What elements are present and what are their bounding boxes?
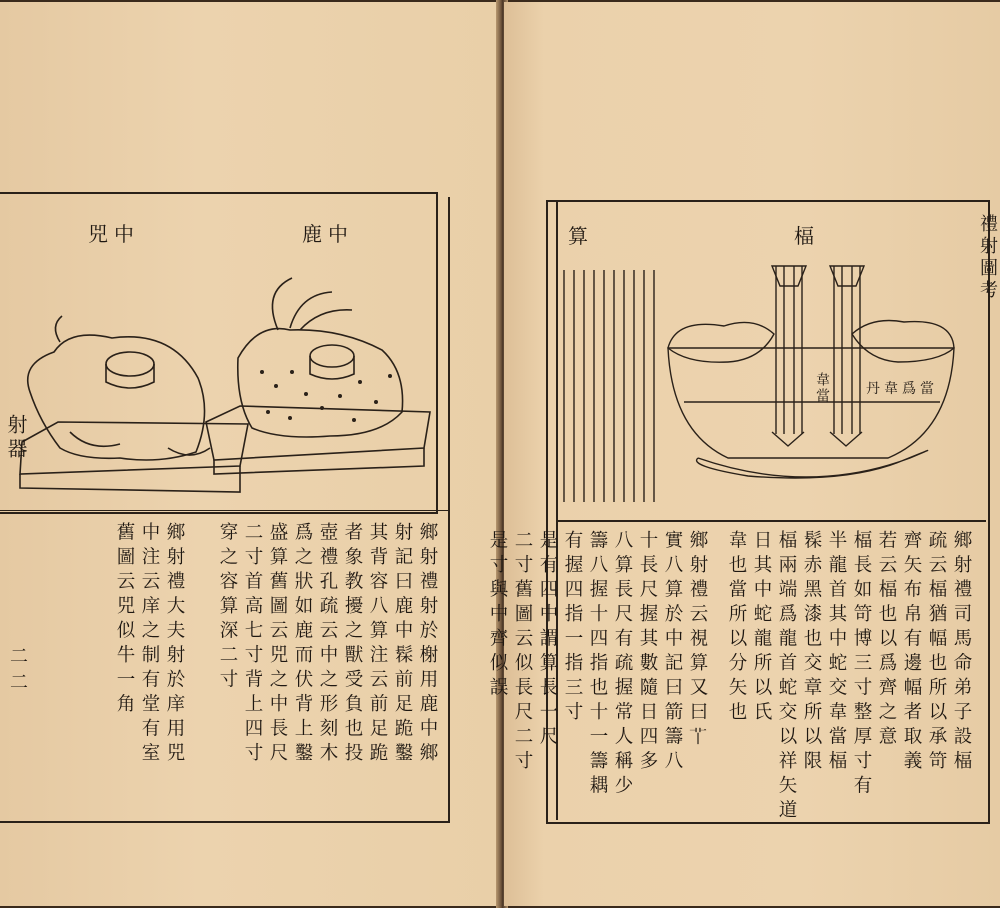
caption-fu: 楅: [794, 224, 820, 248]
text-column: 穿之容算深二寸: [217, 522, 238, 694]
text-column: 者象教擾之獸受負也投: [342, 522, 363, 767]
text-column: 楅長如笴博三寸整厚寸有: [851, 530, 872, 800]
right-margin-label: 禮射圖考: [977, 214, 998, 302]
text-column: 十長尺握其數隨日四多: [637, 530, 658, 775]
text-column-spacer: [710, 530, 724, 816]
text-column: 髹赤黑漆也交章所以限: [801, 530, 822, 775]
text-column: 韋也當所以分矢也: [726, 530, 747, 726]
left-page: [0, 2, 500, 906]
text-column: 實八算於中記曰箭籌八: [662, 530, 683, 775]
caption-lu-zhong: 鹿中: [302, 222, 354, 246]
right-divider: [556, 520, 986, 522]
text-column: 鄉射禮射於榭用鹿中鄉: [417, 522, 438, 767]
page-number: 二二: [7, 646, 28, 698]
text-column: 日其中蛇龍所以氏: [751, 530, 772, 726]
text-column: 壺禮孔疏云中之形刻木: [317, 522, 338, 767]
text-column: 爲之狀如鹿而伏背上鑿: [292, 522, 313, 767]
text-column: 八算長尺有疏握常人稱少: [612, 530, 633, 800]
text-column: 齊矢布帛有邊幅者取義: [901, 530, 922, 775]
text-column: 鄉射禮司馬命弟子設楅: [951, 530, 972, 775]
text-column: 鄉射禮大夫射於庠用兕: [164, 522, 185, 767]
caption-si-zhong: 兕中: [88, 222, 140, 246]
text-column: 舊圖云兕似牛一角: [114, 522, 135, 718]
text-column: 中注云庠之制有堂有室: [139, 522, 160, 767]
text-column: 楅兩端爲龍首蛇交以祥矢道: [776, 530, 797, 824]
text-column-spacer: [187, 522, 215, 812]
left-outer-rule: [448, 197, 450, 822]
left-margin-label: 射器: [4, 414, 28, 462]
inscription-wei-dang: 韋當: [814, 372, 830, 404]
text-column: 若云楅也以爲齊之意: [876, 530, 897, 751]
text-column: 二寸舊圖云似長尺二寸: [512, 530, 533, 775]
text-column: 其背容八算注云前足跪: [367, 522, 388, 767]
deer-and-buffalo-illustration: [0, 252, 436, 512]
text-column: 盛算舊圖云兕之中長尺: [267, 522, 288, 767]
right-page: [487, 2, 1000, 906]
text-column: 疏云楅猶幅也所以承笴: [926, 530, 947, 775]
text-column: 鄉射禮云視算又曰𦫳: [687, 530, 708, 751]
left-body-text: [112, 522, 440, 812]
text-column: 二寸首高七寸背上四寸: [242, 522, 263, 767]
inscription-dan-wei-wei-dang: 丹韋爲當: [866, 381, 938, 397]
text-column: 半龍首其中蛇交韋當楅: [826, 530, 847, 775]
text-column: 有握四指一指三寸: [562, 530, 583, 726]
text-column: 是有四中謂算長一尺: [537, 530, 558, 751]
text-column: 籌八握十四指也十一籌耦: [587, 530, 608, 800]
right-body-text: [485, 530, 974, 824]
text-column: 射記曰鹿中髹前足跪鑿: [392, 522, 413, 767]
caption-suan: 算: [568, 224, 594, 248]
text-column: 是寸與中齊似誤: [487, 530, 508, 702]
